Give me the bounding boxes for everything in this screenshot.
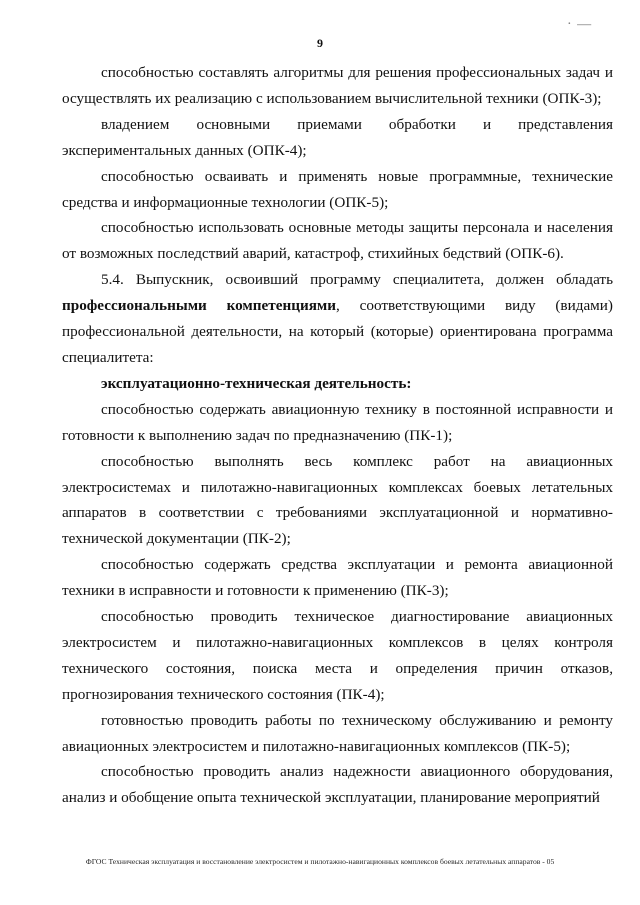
corner-mark: · — [567, 17, 593, 32]
clause-5-4-lead: 5.4. Выпускник, освоивший программу специалитета, должен обладать [101, 271, 613, 289]
document-body [62, 60, 613, 811]
paragraph-opk-3: способностью составлять алгоритмы для решения профессиональных задач и осуществлять их реализацию с использованием вычислительной техники (ОПК-3); [62, 64, 613, 107]
section-heading: эксплуатационно-техническая деятельность: [101, 374, 412, 392]
paragraph-pk-4: способностью проводить техническое диагностирование авиационных электросистем и пилотажно-навигационных комплексов в целях контроля технического состояния, поиска места и определения причин отказов, прогнозирования технического состояния (ПК-4); [62, 608, 613, 703]
page-number: 9 [317, 36, 323, 50]
paragraph-pk-1: способностью содержать авиационную технику в постоянной исправности и готовности к выполнению задач по предназначению (ПК-1); [62, 400, 613, 444]
paragraph-opk-5: способностью осваивать и применять новые программные, технические средства и информационные технологии (ОПК-5); [62, 167, 613, 211]
paragraph-pk-5: готовностью проводить работы по техническому обслуживанию и ремонту авиационных электросистем и пилотажно-навигационных комплексов (ПК-5); [62, 711, 613, 755]
page-footer: ФГОС Техническая эксплуатация и восстановление электросистем и пилотажно-навигационных комплексов боевых летательных аппаратов - 05 [85, 857, 555, 866]
paragraph-clause-5-4 [62, 267, 613, 371]
clause-5-4-bold: профессиональными компетенциями [62, 297, 337, 315]
paragraph-opk-4: владением основными приемами обработки и представления экспериментальных данных (ОПК-4); [62, 115, 613, 159]
paragraph-opk-6: способностью использовать основные методы защиты персонала и населения от возможных последствий аварий, катастроф, стихийных бедствий (ОПК-6). [62, 219, 613, 263]
paragraph-analysis: способностью проводить анализ надежности авиационного оборудования, анализ и обобщение опыта технической эксплуатации, планирование мероприятий [62, 763, 613, 807]
paragraph-pk-2: способностью выполнять весь комплекс работ на авиационных электросистемах и пилотажно-навигационных комплексах боевых летательных аппаратов в соответствии с требованиями эксплуатационной и нормативно-технической документации (ПК-2); [62, 452, 613, 548]
paragraph-pk-3: способностью содержать средства эксплуатации и ремонта авиационной техники в исправности и готовности к применению (ПК-3); [62, 556, 613, 600]
clause-5-4-tail: , соответствующими виду (видами) профессиональной деятельности, на который (которые) ориентирована программа [62, 297, 613, 341]
clause-5-4-end: специалитета: [62, 348, 154, 366]
